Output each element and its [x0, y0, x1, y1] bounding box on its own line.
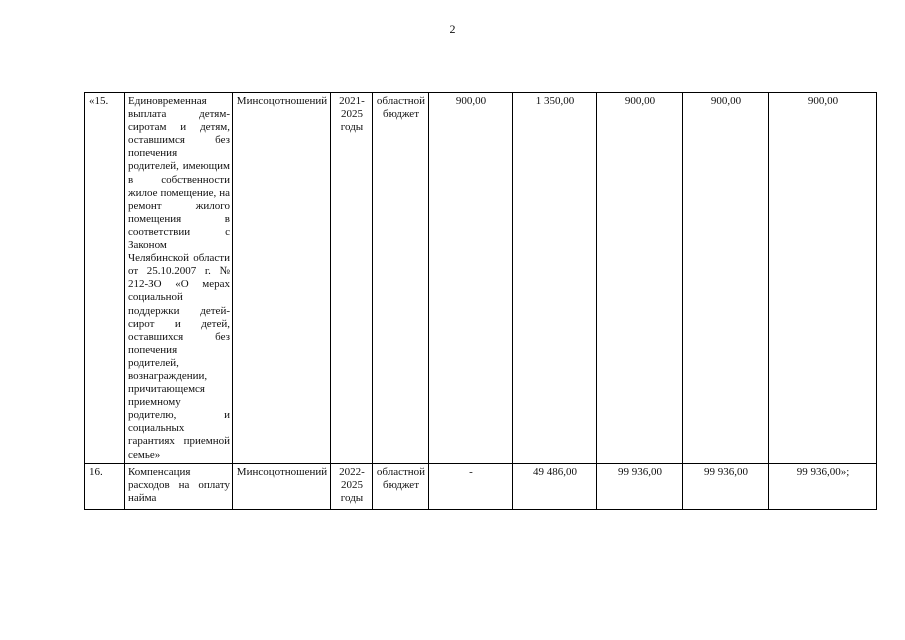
measure-name: Компенсация расходов на оплату найма: [125, 463, 233, 509]
funding-source: областной бюджет: [373, 463, 429, 509]
amount-cell: 99 936,00»;: [769, 463, 877, 509]
amount-cell: 1 350,00: [513, 93, 597, 464]
item-number: «15.: [85, 93, 125, 464]
amount-cell: 900,00: [429, 93, 513, 464]
page-number: 2: [449, 22, 456, 36]
measure-name: Единовременная выплата детям-сиротам и детям, оставшимся без попечения родителей, имеющим в собственности жилое помещение, на ремонт жилого помещения в соответствии с Законом Челябинской области от 25.10.2007 г. № 212-ЗО «О мерах социальной поддержки детей-сирот и детей, оставшихся без попечения родителей, вознаграждении, причитающемся приемному родителю, и социальных гарантиях приемной семье»: [125, 93, 233, 464]
amount-cell: 900,00: [683, 93, 769, 464]
executor: Минсоцотношений: [233, 463, 331, 509]
amount-cell: -: [429, 463, 513, 509]
table-row: [85, 93, 877, 464]
amount-cell: 99 936,00: [597, 463, 683, 509]
amount-cell: 900,00: [597, 93, 683, 464]
period: 2021-2025 годы: [331, 93, 373, 464]
amount-cell: 99 936,00: [683, 463, 769, 509]
item-number: 16.: [85, 463, 125, 509]
funding-source: областной бюджет: [373, 93, 429, 464]
program-measures-table: [84, 92, 877, 510]
table-row: [85, 463, 877, 509]
amount-cell: 49 486,00: [513, 463, 597, 509]
amount-cell: 900,00: [769, 93, 877, 464]
executor: Минсоцотношений: [233, 93, 331, 464]
period: 2022-2025 годы: [331, 463, 373, 509]
